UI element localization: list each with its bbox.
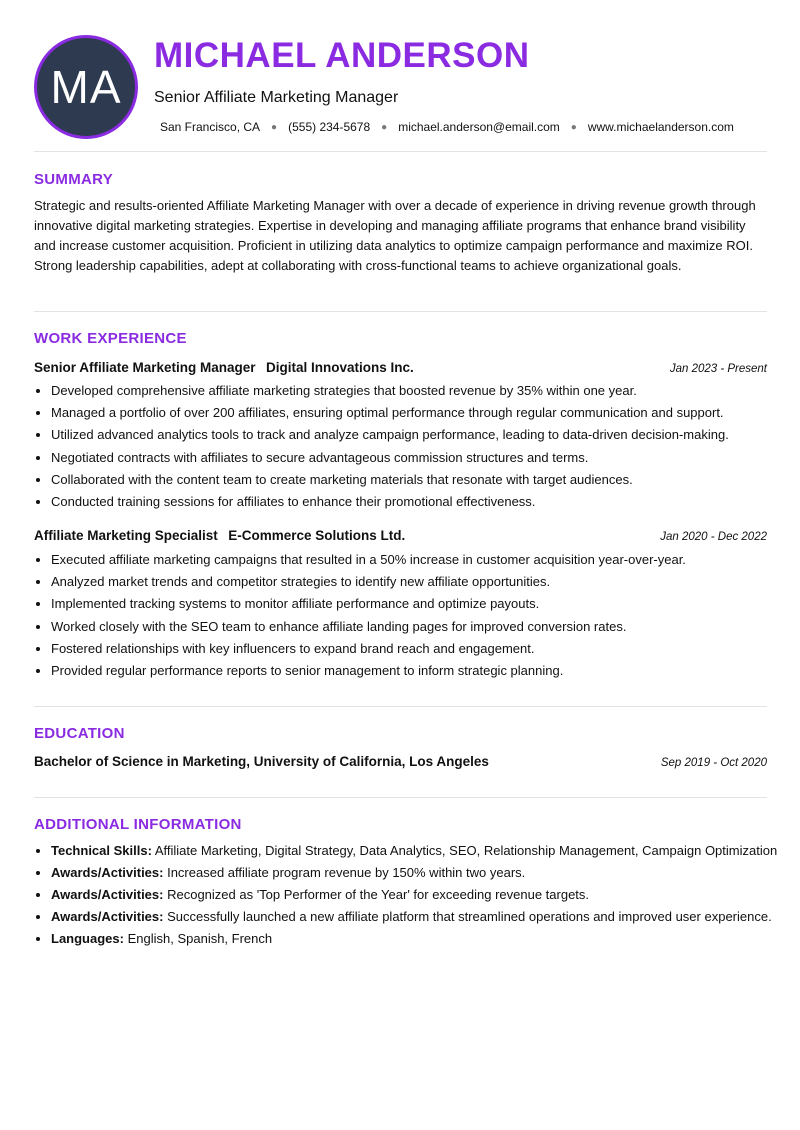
job-bullets [34, 380, 786, 513]
divider [34, 151, 767, 152]
summary-heading: SUMMARY [34, 171, 114, 188]
separator-dot: ● [271, 121, 278, 133]
education-dates: Sep 2019 - Oct 2020 [660, 757, 767, 769]
work-experience-heading: WORK EXPERIENCE [34, 330, 187, 347]
additional-info-list [34, 842, 786, 952]
education-heading: EDUCATION [34, 725, 125, 742]
list-item: • Executed affiliate marketing campaigns that resulted in a 50% increase in customer acquisition year-over-year. [51, 549, 786, 571]
job-dates: Jan 2023 - Present [669, 363, 767, 375]
item-label: Languages: [51, 931, 124, 946]
list-item [51, 908, 786, 926]
list-item: • Worked closely with the SEO team to enhance affiliate landing pages for improved conversion rates. [51, 616, 786, 638]
divider [34, 706, 767, 707]
contact-email[interactable]: michael.anderson@email.com [398, 120, 560, 134]
list-item: • Managed a portfolio of over 200 affiliates, ensuring optimal performance through regular communication and support. [51, 402, 786, 424]
item-text: Increased affiliate program revenue by 150% within two years. [167, 865, 526, 880]
list-item: • Conducted training sessions for affiliates to enhance their promotional effectiveness. [51, 491, 786, 513]
list-item [51, 842, 786, 860]
contact-location: San Francisco, CA [160, 120, 261, 134]
summary-text: Strategic and results-oriented Affiliate Marketing Manager with over a decade of experience in driving revenue growth through innovative digital marketing strategies. Expertise in developing and managing affiliate programs that enhance brand visibility and increase customer acquisition. Proficient in utilizing data analytics to optimize campaign performance and maximize ROI. Strong leadership capabilities, adept at collaborating with cross-functional teams to achieve organizational goals. [34, 198, 756, 273]
item-text: Recognized as 'Top Performer of the Year' for exceeding revenue targets. [167, 887, 590, 902]
education-degree: Bachelor of Science in Marketing, University of California, Los Angeles [34, 754, 489, 769]
divider [34, 797, 767, 798]
item-label: Awards/Activities: [51, 909, 164, 924]
list-item: • Fostered relationships with key influencers to expand brand reach and engagement. [51, 638, 786, 660]
item-text: English, Spanish, French [127, 931, 273, 946]
job-company: Digital Innovations Inc. [266, 360, 414, 375]
list-item: • Utilized advanced analytics tools to track and analyze campaign performance, leading to data-driven decision-making. [51, 424, 786, 446]
job-dates: Jan 2020 - Dec 2022 [660, 531, 767, 543]
additional-info-heading: ADDITIONAL INFORMATION [34, 816, 242, 833]
job-company: E-Commerce Solutions Ltd. [228, 528, 406, 543]
contact-line [160, 120, 734, 134]
list-item: • Collaborated with the content team to create marketing materials that resonate with target audiences. [51, 469, 786, 491]
job-header [34, 359, 767, 377]
item-label: Technical Skills: [51, 843, 152, 858]
contact-website[interactable]: www.michaelanderson.com [587, 120, 734, 134]
list-item: • Developed comprehensive affiliate marketing strategies that boosted revenue by 35% within one year. [51, 380, 786, 402]
education-entry [34, 754, 767, 769]
divider [34, 311, 767, 312]
item-label: Awards/Activities: [51, 887, 164, 902]
item-text: Successfully launched a new affiliate platform that streamlined operations and improved user experience. [167, 909, 772, 924]
job-bullets [34, 549, 786, 682]
list-item: • Negotiated contracts with affiliates to secure advantageous commission structures and terms. [51, 447, 786, 469]
list-item: • Provided regular performance reports to senior management to inform strategic planning. [51, 660, 786, 682]
list-item: • Implemented tracking systems to monitor affiliate performance and optimize payouts. [51, 593, 786, 615]
job-title: Senior Affiliate Marketing Manager [34, 360, 256, 375]
list-item: • Analyzed market trends and competitor strategies to identify new affiliate opportunities. [51, 571, 786, 593]
item-label: Awards/Activities: [51, 865, 164, 880]
list-item [51, 930, 786, 948]
avatar: MA [34, 35, 138, 139]
separator-dot: ● [570, 121, 577, 133]
headline: Senior Affiliate Marketing Manager [154, 89, 399, 106]
job-title: Affiliate Marketing Specialist [34, 528, 218, 543]
contact-phone: (555) 234-5678 [288, 120, 371, 134]
list-item [51, 886, 786, 904]
item-text: Affiliate Marketing, Digital Strategy, Data Analytics, SEO, Relationship Management, Campaign Optimization [154, 843, 778, 858]
job-header [34, 527, 767, 545]
candidate-name: MICHAEL ANDERSON [154, 36, 530, 75]
separator-dot: ● [381, 121, 388, 133]
list-item [51, 864, 786, 882]
